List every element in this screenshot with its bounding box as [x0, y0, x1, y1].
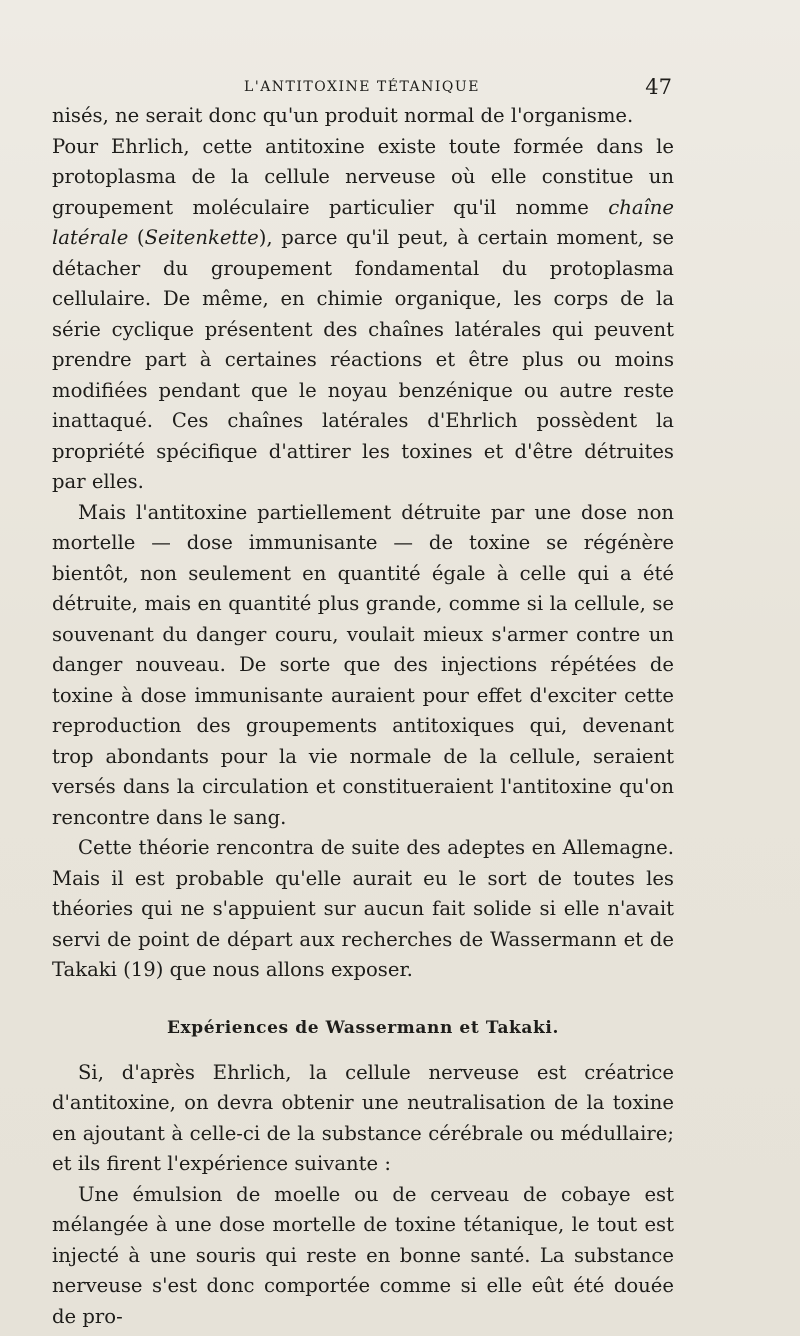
running-title: L'ANTITOXINE TÉTANIQUE: [244, 79, 480, 95]
term-seitenkette: Seitenkette: [144, 226, 259, 249]
paragraph-hypothesis: Si, d'après Ehrlich, la cellule nerveuse est créatrice d'antitoxine, on devra obtenir une neutralisation de la toxine en ajoutant à celle-ci de la substance cérébrale ou médullaire; et ils firent l'expérience suivante :: [52, 1060, 674, 1175]
paragraph-ehrlich-text-1: Pour Ehrlich, cette antitoxine existe toute formée dans le protoplasma de la cellule nerveuse où elle constitue un groupement moléculaire particulier qu'il nomme: [52, 134, 674, 219]
page-number: 47: [645, 75, 672, 99]
paragraph-ehrlich-text-2: (: [128, 226, 145, 249]
running-header: [52, 75, 672, 101]
paragraph-1-line-1: nisés, ne serait donc qu'un produit normal de l'organisme.: [52, 104, 634, 127]
paragraph-regeneration: Mais l'antitoxine partiellement détruite par une dose non mortelle — dose immunisante — de toxine se régénère bientôt, non seulement en quantité égale à celle qui a été détruite, mais en quantité plus grande, comme si la cellule, se souvenant du danger couru, voulait mieux s'armer contre un danger nouveau. De sorte que des injections répétées de toxine à dose immunisante auraient pour effet d'exciter cette reproduction des groupements antitoxiques qui, devenant trop abondants pour la vie normale de la cellule, seraient versés dans la circulation et constitueraient l'antitoxine qu'on rencontre dans le sang.: [52, 500, 674, 829]
body-text: [52, 101, 674, 1332]
paragraph-ehrlich: [52, 132, 674, 498]
paragraph-experiment: Une émulsion de moelle ou de cerveau de cobaye est mélangée à une dose mortelle de toxine tétanique, le tout est injecté à une souris qui reste en bonne santé. La substance nerveuse s'est donc comportée comme si elle eût été douée de pro-: [52, 1182, 674, 1328]
paragraph-continuation: [52, 101, 674, 132]
section-heading: Expériences de Wassermann et Takaki.: [166, 1017, 560, 1038]
term-chaine-laterale: chaîne latérale: [52, 195, 674, 249]
paragraph-ehrlich-text-3: ), parce qu'il peut, à certain moment, se détacher du groupement fondamental du protoplasma cellulaire. De même, en chimie organique, les corps de la série cyclique présentent des chaînes latérales qui peuvent prendre part à certaines réactions et être plus ou moins modifiées pendant que le noyau benzénique ou autre reste inattaqué. Ces chaînes latérales d'Ehrlich possèdent la propriété spécifique d'attirer les toxines et d'être détruites par elles.: [52, 226, 675, 493]
paragraph-theory: Cette théorie rencontra de suite des adeptes en Allemagne. Mais il est probable qu'elle aurait eu le sort de toutes les théories qui ne s'appuient sur aucun fait solide si elle n'avait servi de point de départ aux recherches de Wassermann et de Takaki (19) que nous allons exposer.: [52, 836, 674, 981]
